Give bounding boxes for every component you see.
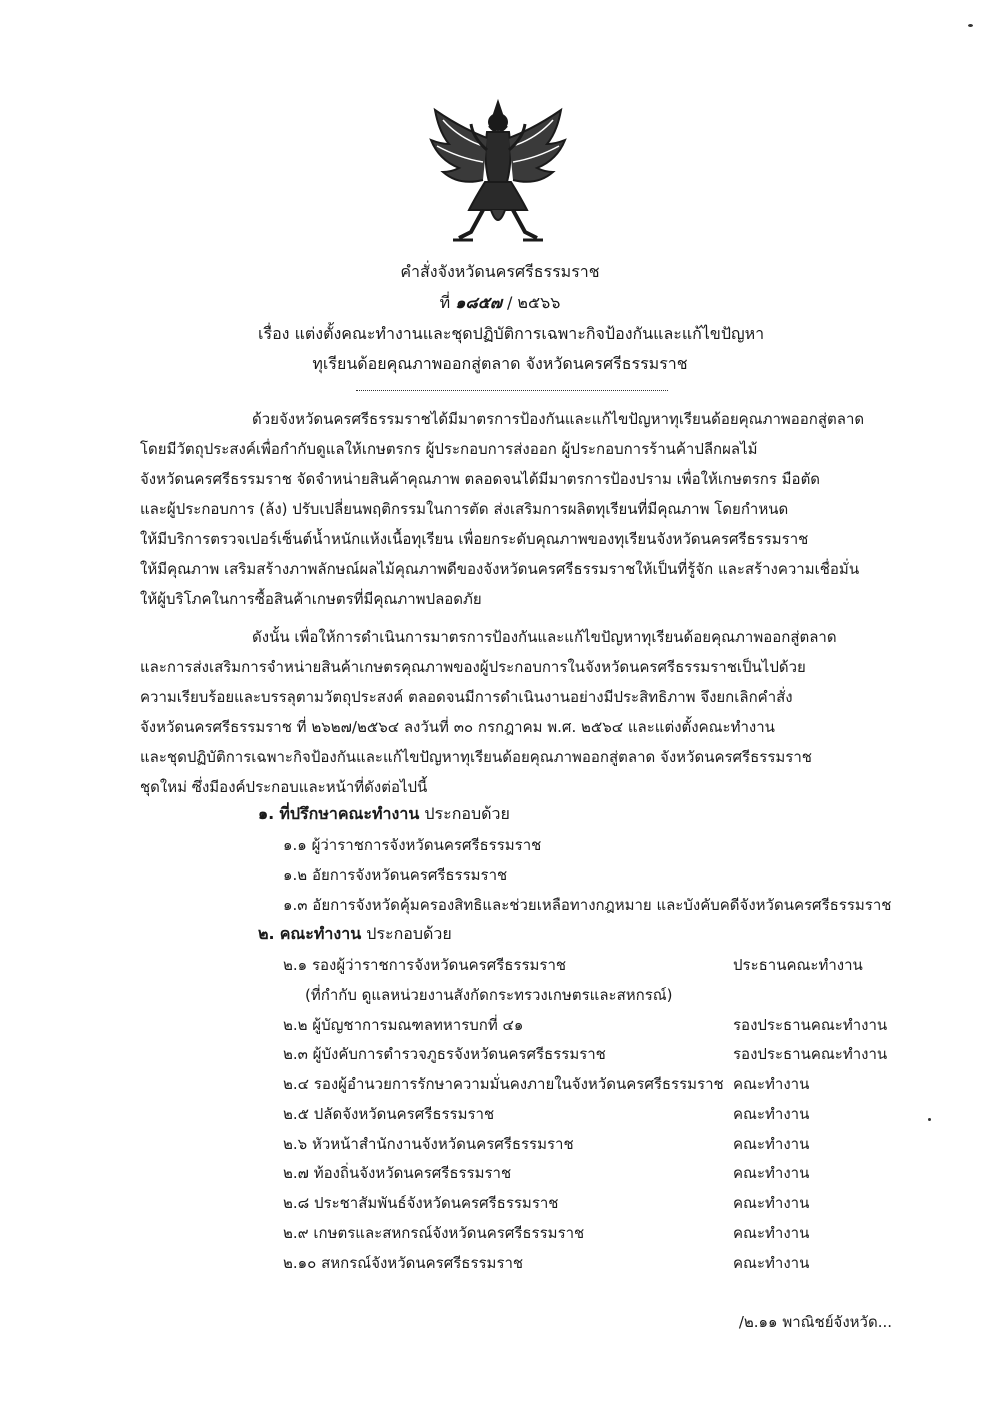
section-2-heading	[258, 922, 452, 947]
order-number	[0, 291, 1000, 316]
member-role: คณะทำงาน	[733, 1105, 810, 1123]
member-name: ๒.๕ ปลัดจังหวัดนครศรีธรรมราช	[283, 1105, 495, 1123]
paragraph-line: ให้มีบริการตรวจเปอร์เซ็นต์น้ำหนักแห้งเนื้อทุเรียน เพื่อยกระดับคุณภาพของทุเรียนจังหวัดนครศรีธรรมราช	[140, 530, 809, 548]
order-number-value: ๑๘๕๗	[455, 293, 502, 312]
paragraph-line: ให้มีคุณภาพ เสริมสร้างภาพลักษณ์ผลไม้คุณภาพดีของจังหวัดนครศรีธรรมราชให้เป็นที่รู้จัก และสร้างความเชื่อมั่น	[140, 560, 860, 578]
paragraph-line: ให้ผู้บริโภคในการซื้อสินค้าเกษตรที่มีคุณภาพปลอดภัย	[140, 590, 482, 608]
section-2-suffix: ประกอบด้วย	[366, 924, 452, 943]
section-1-item: ๑.๒ อัยการจังหวัดนครศรีธรรมราช	[283, 866, 508, 884]
paragraph-line: ดังนั้น เพื่อให้การดำเนินการมาตรการป้องกันและแก้ไขปัญหาทุเรียนด้อยคุณภาพออกสู่ตลาด	[252, 628, 837, 646]
member-name: ๒.๙ เกษตรและสหกรณ์จังหวัดนครศรีธรรมราช	[283, 1224, 585, 1242]
paragraph-line: ความเรียบร้อยและบรรลุตามวัตถุประสงค์ ตลอดจนมีการดำเนินงานอย่างมีประสิทธิภาพ จึงยกเลิกคำสั่ง	[140, 688, 793, 706]
section-1-suffix: ประกอบด้วย	[424, 804, 510, 823]
paragraph-line: โดยมีวัตถุประสงค์เพื่อกำกับดูแลให้เกษตรกร ผู้ประกอบการส่งออก ผู้ประกอบการร้านค้าปลีกผลไม้	[140, 440, 758, 458]
section-2-title: คณะทำงาน	[279, 924, 362, 943]
member-row	[283, 953, 903, 981]
member-role: คณะทำงาน	[733, 1135, 810, 1153]
scan-speck	[928, 1118, 931, 1121]
member-name: ๒.๗ ท้องถิ่นจังหวัดนครศรีธรรมราช	[283, 1164, 512, 1182]
subject-line-2: ทุเรียนด้อยคุณภาพออกสู่ตลาด จังหวัดนครศรีธรรมราช	[312, 354, 688, 373]
member-row	[283, 1251, 903, 1279]
member-name: ๒.๒ ผู้บัญชาการมณฑลทหารบกที่ ๔๑	[283, 1016, 524, 1034]
paragraph-line: ด้วยจังหวัดนครศรีธรรมราชได้มีมาตรการป้องกันและแก้ไขปัญหาทุเรียนด้อยคุณภาพออกสู่ตลาด	[252, 410, 865, 428]
section-1-item: ๑.๓ อัยการจังหวัดคุ้มครองสิทธิและช่วยเหลือทางกฎหมาย และบังคับคดีจังหวัดนครศรีธรรมราช	[283, 896, 892, 914]
order-number-prefix: ที่	[439, 293, 451, 312]
member-name: ๒.๘ ประชาสัมพันธ์จังหวัดนครศรีธรรมราช	[283, 1194, 559, 1212]
member-row	[283, 1072, 903, 1100]
member-name: ๒.๓ ผู้บังคับการตำรวจภูธรจังหวัดนครศรีธรรมราช	[283, 1045, 606, 1063]
member-note: (ที่กำกับ ดูแลหน่วยงานสังกัดกระทรวงเกษตรและสหกรณ์)	[305, 986, 673, 1004]
member-role: รองประธานคณะทำงาน	[733, 1016, 888, 1034]
paragraph-line: จังหวัดนครศรีธรรมราช จัดจำหน่ายสินค้าคุณภาพ ตลอดจนได้มีมาตรการป้องปราม เพื่อให้เกษตรกร มือตัด	[140, 470, 821, 488]
paragraph-line: จังหวัดนครศรีธรรมราช ที่ ๒๖๒๗/๒๕๖๔ ลงวันที่ ๓๐ กรกฎาคม พ.ศ. ๒๕๖๔ และแต่งตั้งคณะทำงาน	[140, 718, 775, 736]
member-row	[283, 1013, 903, 1041]
dotted-separator	[356, 390, 668, 391]
member-role: คณะทำงาน	[733, 1075, 810, 1093]
member-row	[283, 1042, 903, 1070]
section-1-number: ๑.	[258, 804, 275, 823]
order-number-year: / ๒๕๖๖	[506, 293, 561, 312]
member-row	[283, 1132, 903, 1160]
member-name: ๒.๔ รองผู้อำนวยการรักษาความมั่นคงภายในจังหวัดนครศรีธรรมราช	[283, 1075, 724, 1093]
paragraph-2	[140, 622, 890, 802]
paragraph-line: และชุดปฏิบัติการเฉพาะกิจป้องกันและแก้ไขปัญหาทุเรียนด้อยคุณภาพออกสู่ตลาด จังหวัดนครศรีธรรมราช	[140, 748, 812, 766]
section-2-number: ๒.	[258, 924, 275, 943]
member-role: ประธานคณะทำงาน	[733, 956, 863, 974]
member-role: คณะทำงาน	[733, 1194, 810, 1212]
section-1-title: ที่ปรึกษาคณะทำงาน	[279, 804, 420, 823]
page-continuation: /๒.๑๑ พาณิชย์จังหวัด...	[738, 1313, 892, 1331]
member-name: ๒.๑๐ สหกรณ์จังหวัดนครศรีธรรมราช	[283, 1254, 524, 1272]
member-role: รองประธานคณะทำงาน	[733, 1045, 888, 1063]
section-1-item: ๑.๑ ผู้ว่าราชการจังหวัดนครศรีธรรมราช	[283, 836, 542, 854]
member-role: คณะทำงาน	[733, 1224, 810, 1242]
member-role: คณะทำงาน	[733, 1254, 810, 1272]
paragraph-1	[140, 404, 890, 614]
member-row	[283, 1221, 903, 1249]
member-row	[283, 1161, 903, 1189]
paragraph-line: ชุดใหม่ ซึ่งมีองค์ประกอบและหน้าที่ดังต่อไปนี้	[140, 778, 428, 796]
paragraph-line: และผู้ประกอบการ (ล้ง) ปรับเปลี่ยนพฤติกรรมในการตัด ส่งเสริมการผลิตทุเรียนที่มีคุณภาพ โดยกำหนด	[140, 500, 789, 518]
garuda-emblem-icon	[423, 98, 573, 248]
member-row	[283, 1102, 903, 1130]
scan-speck	[968, 24, 973, 27]
member-name: ๒.๖ หัวหน้าสำนักงานจังหวัดนครศรีธรรมราช	[283, 1135, 574, 1153]
order-title: คำสั่งจังหวัดนครศรีธรรมราช	[400, 262, 600, 281]
member-role: คณะทำงาน	[733, 1164, 810, 1182]
section-1-heading	[258, 802, 510, 827]
subject-line-1: เรื่อง แต่งตั้งคณะทำงานและชุดปฏิบัติการเฉพาะกิจป้องกันและแก้ไขปัญหา	[258, 324, 765, 343]
paragraph-line: และการส่งเสริมการจำหน่ายสินค้าเกษตรคุณภาพของผู้ประกอบการในจังหวัดนครศรีธรรมราชเป็นไปด้วย	[140, 658, 806, 676]
member-row	[283, 1191, 903, 1219]
member-name: ๒.๑ รองผู้ว่าราชการจังหวัดนครศรีธรรมราช	[283, 956, 567, 974]
